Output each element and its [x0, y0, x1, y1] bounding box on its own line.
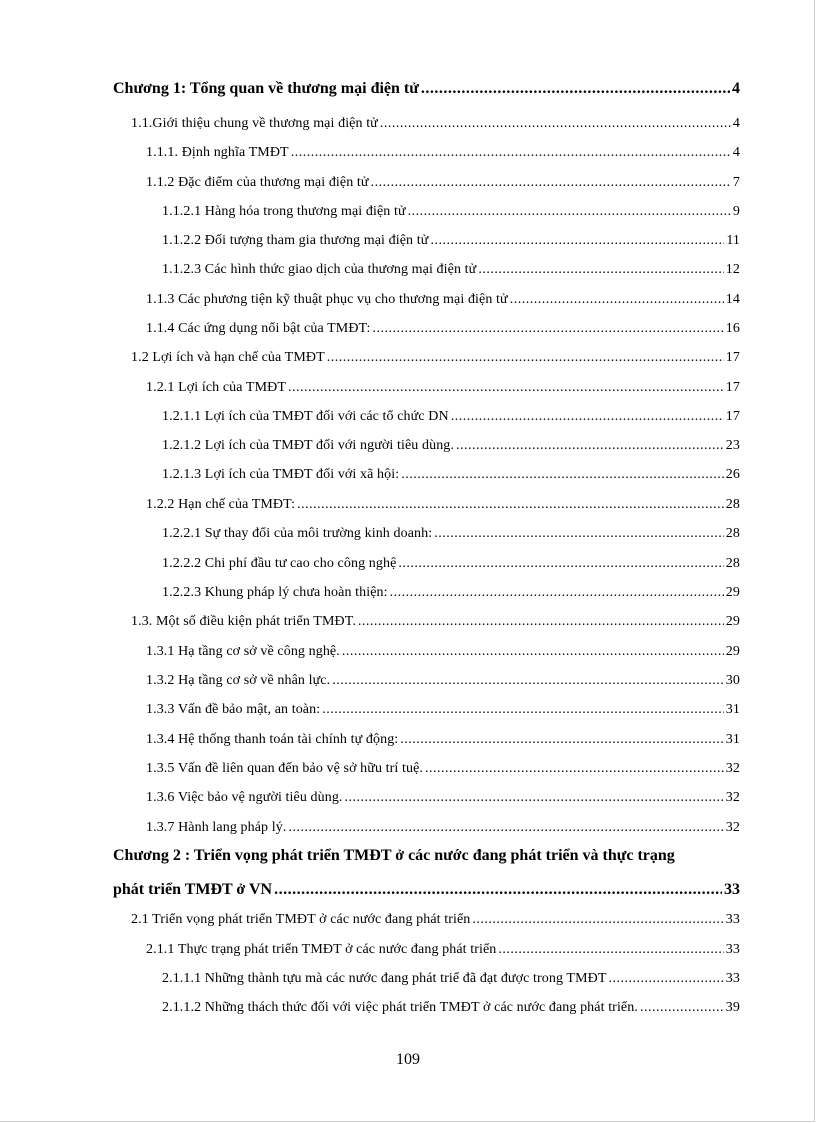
- toc-page-number: 12: [725, 262, 740, 277]
- toc-entry-1-2-2-1[interactable]: [162, 526, 740, 542]
- toc-dot-leader: [297, 497, 724, 513]
- toc-page-number: 7: [732, 175, 740, 190]
- toc-page-number: 4: [732, 145, 740, 160]
- toc-entry-1-1-2-3[interactable]: [162, 262, 740, 278]
- toc-page-number: 14: [725, 292, 740, 307]
- toc-page-number: 29: [725, 644, 740, 659]
- toc-page-number: 26: [725, 467, 740, 482]
- toc-dot-leader: [425, 761, 724, 777]
- toc-label: 1.1.Giới thiệu chung về thương mại điện tử: [131, 116, 378, 131]
- toc-dot-leader: [609, 971, 724, 987]
- toc-label: 2.1.1 Thực trạng phát triển TMĐT ở các nước đang phát triển: [146, 942, 497, 957]
- toc-label: 2.1.1.2 Những thách thức đối với việc phát triển TMĐT ở các nước đang phát triển.: [162, 1000, 638, 1015]
- toc-dot-leader: [371, 175, 731, 191]
- toc-entry-2-1-1[interactable]: [146, 942, 740, 958]
- toc-entry-1-1[interactable]: [131, 116, 740, 132]
- toc-page-number: 11: [726, 233, 740, 248]
- toc-entry-1-2-2[interactable]: [146, 497, 740, 513]
- toc-label: 1.1.4 Các ứng dụng nổi bật của TMĐT:: [146, 321, 371, 336]
- toc-dot-leader: [390, 585, 724, 601]
- toc-entry-2-1-1-1[interactable]: [162, 971, 740, 987]
- toc-entry-1-1-3[interactable]: [146, 292, 740, 308]
- toc-dot-leader: [398, 556, 723, 572]
- toc-chapter-2[interactable]: [113, 881, 740, 899]
- toc-label: phát triển TMĐT ở VN: [113, 881, 273, 898]
- toc-label: 1.1.2.3 Các hình thức giao dịch của thương mại điện tử: [162, 262, 477, 277]
- toc-dot-leader: [288, 820, 723, 836]
- toc-entry-1-2-2-2[interactable]: [162, 556, 740, 572]
- toc-dot-leader: [342, 644, 724, 660]
- toc-page-number: 31: [725, 732, 740, 747]
- toc-page-number: 23: [725, 438, 740, 453]
- toc-label: 1.2.2.2 Chi phí đầu tư cao cho công nghệ: [162, 556, 397, 571]
- toc-page-number: 32: [725, 820, 740, 835]
- toc-entry-1-2[interactable]: [131, 350, 740, 366]
- toc-dot-leader: [498, 942, 723, 958]
- toc-dot-leader: [430, 233, 724, 249]
- toc-dot-leader: [291, 145, 731, 161]
- toc-page-number: 33: [724, 881, 740, 898]
- toc-page-number: 32: [725, 761, 740, 776]
- toc-label: 1.3.3 Vấn đề bảo mật, an toàn:: [146, 702, 321, 717]
- toc-page-number: 28: [725, 556, 740, 571]
- toc-label: 1.1.2.2 Đối tượng tham gia thương mại điện tử: [162, 233, 429, 248]
- toc-label: 1.3.1 Hạ tầng cơ sở về công nghệ.: [146, 644, 340, 659]
- toc-dot-leader: [345, 790, 724, 806]
- toc-label: 1.2.2.3 Khung pháp lý chưa hoàn thiện:: [162, 585, 388, 600]
- toc-dot-leader: [332, 673, 724, 689]
- toc-dot-leader: [434, 526, 724, 542]
- toc-page-number: 17: [725, 380, 740, 395]
- toc-dot-leader: [400, 732, 724, 748]
- toc-dot-leader: [472, 912, 723, 928]
- toc-label: 1.3.5 Vấn đề liên quan đến bảo vệ sở hữu trí tuệ.: [146, 761, 424, 776]
- toc-chapter-1[interactable]: [113, 80, 740, 98]
- toc-label: 1.2.2 Hạn chế của TMĐT:: [146, 497, 296, 512]
- toc-page-number: 28: [725, 497, 740, 512]
- toc-dot-leader: [358, 614, 724, 630]
- toc-dot-leader: [380, 116, 731, 132]
- toc-label: 1.1.3 Các phương tiện kỹ thuật phục vụ cho thương mại điện tử: [146, 292, 508, 307]
- toc-page-number: 29: [725, 585, 740, 600]
- toc-dot-leader: [274, 881, 722, 899]
- toc-dot-leader: [478, 262, 723, 278]
- toc-label: 1.2.2.1 Sự thay đổi của môi trường kinh doanh:: [162, 526, 433, 541]
- toc-label: Chương 1: Tổng quan về thương mại điện tử: [113, 80, 419, 97]
- toc-page-number: 4: [732, 80, 740, 97]
- toc-dot-leader: [510, 292, 724, 308]
- toc-dot-leader: [372, 321, 723, 337]
- toc-label: 2.1 Triển vọng phát triển TMĐT ở các nước đang phát triển: [131, 912, 471, 927]
- toc-page-number: 17: [725, 409, 740, 424]
- toc-label: 1.3.4 Hệ thống thanh toán tài chính tự động:: [146, 732, 399, 747]
- toc-label: 1.3.6 Việc bảo vệ người tiêu dùng.: [146, 790, 343, 805]
- toc-entry-1-3[interactable]: [131, 614, 740, 630]
- toc-dot-leader: [327, 350, 724, 366]
- toc-label: 1.3. Một số điều kiện phát triển TMĐT.: [131, 614, 356, 629]
- toc-entry-1-3-4[interactable]: [146, 732, 740, 748]
- toc-entry-1-3-6[interactable]: [146, 790, 740, 806]
- toc-page-number: 33: [725, 942, 740, 957]
- toc-entry-1-2-1-2[interactable]: [162, 438, 740, 454]
- toc-page-number: 30: [725, 673, 740, 688]
- toc-page-number: 31: [725, 702, 740, 717]
- toc-label: 1.3.7 Hành lang pháp lý.: [146, 820, 287, 835]
- toc-label: 1.1.2.1 Hàng hóa trong thương mại điện tử: [162, 204, 406, 219]
- toc-page-number: 33: [725, 971, 740, 986]
- toc-entry-1-2-2-3[interactable]: [162, 585, 740, 601]
- toc-label: 2.1.1.1 Những thành tựu mà các nước đang phát triể đã đạt được trong TMĐT: [162, 971, 607, 986]
- toc-label: 1.2.1.3 Lợi ích của TMĐT đối với xã hội:: [162, 467, 400, 482]
- toc-dot-leader: [288, 380, 724, 396]
- toc-dot-leader: [322, 702, 724, 718]
- toc-label: 1.1.2 Đặc điểm của thương mại điện tử: [146, 175, 369, 190]
- toc-entry-1-3-1[interactable]: [146, 644, 740, 660]
- toc-page-number: 33: [725, 912, 740, 927]
- toc-label: 1.2 Lợi ích và hạn chế của TMĐT: [131, 350, 325, 365]
- toc-dot-leader: [451, 409, 724, 425]
- toc-dot-leader: [421, 80, 730, 98]
- toc-entry-1-3-7[interactable]: [146, 820, 740, 836]
- toc-page-number: 29: [725, 614, 740, 629]
- toc-entry-1-2-1-1[interactable]: [162, 409, 740, 425]
- toc-page-number: 4: [732, 116, 740, 131]
- toc-label: 1.1.1. Định nghĩa TMĐT: [146, 145, 289, 160]
- toc-entry-1-1-2-2[interactable]: [162, 233, 740, 249]
- toc-dot-leader: [640, 1000, 724, 1016]
- toc-dot-leader: [408, 204, 731, 220]
- toc-entry-1-3-5[interactable]: [146, 761, 740, 777]
- toc-entry-1-3-2[interactable]: [146, 673, 740, 689]
- toc-label: 1.2.1.1 Lợi ích của TMĐT đối với các tổ chức DN: [162, 409, 449, 424]
- toc-entry-1-2-1[interactable]: [146, 380, 740, 396]
- toc-entry-1-1-1[interactable]: [146, 145, 740, 161]
- toc-entry-1-1-2-1[interactable]: [162, 204, 740, 220]
- toc-page-number: 39: [725, 1000, 740, 1015]
- page-number: 109: [396, 1051, 420, 1068]
- toc-page-number: 9: [732, 204, 740, 219]
- toc-entry-2-1[interactable]: [131, 912, 740, 928]
- toc-page-number: 16: [725, 321, 740, 336]
- toc-label: 1.2.1 Lợi ích của TMĐT: [146, 380, 286, 395]
- toc-dot-leader: [456, 438, 724, 454]
- toc-entry-2-1-1-2[interactable]: [162, 1000, 740, 1016]
- toc-page-number: 17: [725, 350, 740, 365]
- toc-label: 1.2.1.2 Lợi ích của TMĐT đối với người tiêu dùng.: [162, 438, 454, 453]
- toc-label: 1.3.2 Hạ tầng cơ sở về nhân lực.: [146, 673, 331, 688]
- toc-page-number: 32: [725, 790, 740, 805]
- toc-entry-1-1-4[interactable]: [146, 321, 740, 337]
- toc-entry-1-2-1-3[interactable]: [162, 467, 740, 483]
- toc-entry-1-1-2[interactable]: [146, 175, 740, 191]
- toc-chapter-2-title[interactable]: Chương 2 : Triển vọng phát triển TMĐT ở các nước đang phát triển và thực trạng: [113, 847, 675, 864]
- toc-page-number: 28: [725, 526, 740, 541]
- toc-entry-1-3-3[interactable]: [146, 702, 740, 718]
- toc-dot-leader: [401, 467, 724, 483]
